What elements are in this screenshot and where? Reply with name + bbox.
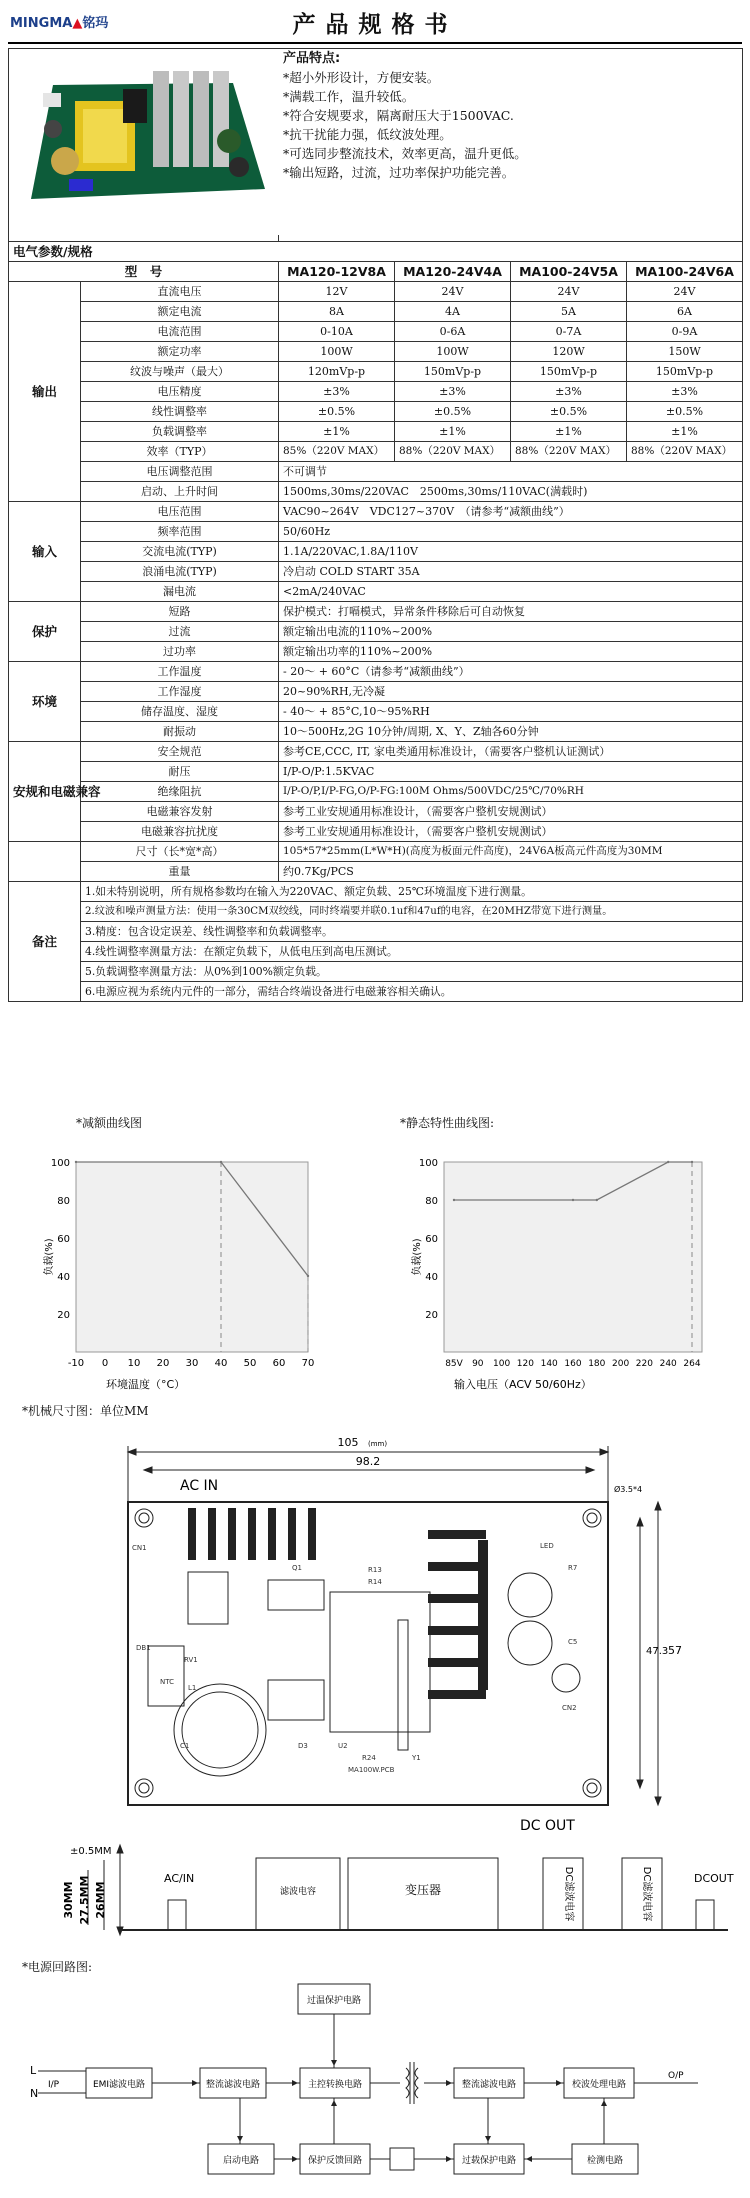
svg-text:30MM: 30MM <box>62 1881 75 1919</box>
side-tol: ±0.5MM <box>70 1846 112 1857</box>
plot-area <box>76 1162 308 1352</box>
model-label: 型 号 <box>9 262 279 282</box>
y-tick-label: 40 <box>425 1272 438 1283</box>
feature-item: *可选同步整流技术，效率更高，温升更低。 <box>283 146 527 161</box>
x-tick-label: 200 <box>612 1359 630 1369</box>
circuit-diagram <box>8 1976 742 2196</box>
svg-text:L: L <box>30 2064 37 2077</box>
svg-text:R13: R13 <box>368 1566 382 1574</box>
y-tick-label: 80 <box>57 1196 70 1207</box>
data-point <box>453 1199 455 1201</box>
plot-area <box>444 1162 702 1352</box>
svg-text:滤波电容: 滤波电容 <box>279 1887 317 1897</box>
y-tick-label: 60 <box>425 1234 438 1245</box>
x-tick-label: 0 <box>101 1358 109 1369</box>
block-overcur: 过载保护电路 <box>461 2156 517 2166</box>
dim-inner: 98.2 <box>355 1455 381 1468</box>
hole-label: Ø3.5*4 <box>614 1485 643 1494</box>
category-safety: 安规和电磁兼容 <box>9 742 81 842</box>
x-tick-label: 264 <box>683 1359 701 1369</box>
block-detect: 检测电路 <box>586 2156 624 2166</box>
derating-caption: *减额曲线图 <box>76 1116 143 1130</box>
y-axis-label: 负载(%) <box>412 1238 423 1276</box>
feature-item: *抗干扰能力强，低纹波处理。 <box>283 127 452 142</box>
data-point <box>75 1161 77 1163</box>
y-tick-label: 20 <box>57 1310 70 1321</box>
svg-text:DCOUT: DCOUT <box>694 1872 734 1885</box>
y-axis-label: 负载(%) <box>44 1238 55 1276</box>
x-tick-label: 160 <box>564 1359 582 1369</box>
svg-text:L1: L1 <box>188 1684 197 1692</box>
svg-text:27.5MM: 27.5MM <box>78 1875 91 1925</box>
svg-text:R14: R14 <box>368 1578 382 1586</box>
model-name: MA100-24V5A <box>511 262 627 282</box>
x-tick-label: 140 <box>540 1359 558 1369</box>
x-tick-label: 20 <box>156 1358 170 1369</box>
svg-text:I/P: I/P <box>48 2080 60 2090</box>
svg-text:R24: R24 <box>362 1754 376 1762</box>
feature-item: *超小外形设计，方便安装。 <box>283 70 440 85</box>
feature-item: *符合安规要求，隔离耐压大于1500VAC. <box>283 108 514 123</box>
section-title: 电气参数/规格 <box>9 242 743 262</box>
y-tick-label: 100 <box>418 1158 438 1169</box>
y-tick-label: 60 <box>57 1234 70 1245</box>
svg-text:N: N <box>30 2087 39 2100</box>
category-notes: 备注 <box>9 882 81 1002</box>
x-tick-label: 70 <box>301 1358 315 1369</box>
block-rect: 整流滤波电路 <box>205 2080 261 2090</box>
svg-text:C5: C5 <box>568 1638 578 1646</box>
block-overtemp: 过温保护电路 <box>306 1996 362 2006</box>
derating-chart <box>38 1150 338 1391</box>
x-tick-label: -10 <box>67 1358 85 1369</box>
spec-table: 产品特点: *超小外形设计，方便安装。 *满载工作，温升较低。 *符合安规要求，隔离耐压大于1500VAC. *抗干扰能力强，低纹波处理。 *可选同步整流技术，效率更高，温升更低。 *输出短路，过流，过功率保护功能完善。 电气参数/规格 型 号 MA120-12V8A MA120-24V4A MA100-24V5A MA100-24V6A 输出 直流电压 12V 24V 24V 24V 额定电流 8A 4A 5A 6A 电流范围 0-10A 0-6A 0-7A 0-9A 额定功率 100W 100W 120W 150W 纹波与噪声（最大） 120mVp-p 150mVp-p 150mVp-p 150mVp-p 电压精度 ±3% ±3% ±3% ±3% 线性调整率 ±0.5% ±0.5% ±0.5% ±0.5% 负载调整率 ±1% ±1% ±1% ±1% 效率（TYP） 85%（220V MAX） 88%（220V MAX） 88%（220V MAX） 88%（220V MAX） 电压调整范围 不可调节 启动、上升时间 1500ms,30ms/220VAC 2500ms,30ms/110VAC(满载时) 输入 电压范围 VAC90~264V VDC127~370V （请参考“减额曲线”） 频率范围 50/60Hz 交流电流(TYP) 1.1A/220VAC,1.8A/110V 浪涌电流(TYP) 冷启动 COLD START 35A 漏电流 <2mA/240VAC 保护 短路 保护模式：打嗝模式，异常条件移除后可自动恢复 过流 额定输出电流的110%~200% 过功率 额定输出功率的110%~200% 环境 工作温度 - 20～ + 60°C（请参考“减额曲线”） 工作湿度 20~90%RH,无冷凝 储存温度、湿度 - 40～ + 85°C,10～95%RH 耐振动 10～500Hz,2G 10分钟/周期, X、Y、Z轴各60分钟 安规和电磁兼容 安全规范 参考CE,CCC, IT, 家电类通用标准设计，（需要客户整机认证测试） 耐压 I/P-O/P:1.5KVAC 绝缘阻抗 I/P-O/P,I/P-FG,O/P-FG:100M Ohms/500VDC/25℃/70%RH 电磁兼容发射 参考工业安规通用标准设计，（需要客户整机安规测试） 电磁兼容抗扰度 参考工业安规通用标准设计，（需要客户整机安规测试） 尺寸（长*宽*高） 105*57*25mm(L*W*H)(高度为板面元件高度)，24V6A板高元件高度为30MM 重量 约0.7Kg/PCS 备注 1.如未特别说明，所有规格参数均在输入为220VAC、额定负载、25℃环境温度下进行测量。 2.纹波和噪声测量方法：使用一条30CM双绞线，同时终端要并联0.1uf和47uf的电容，在20MHZ带宽下进行测量。 3.精度：包含设定误差、线性调整率和负载调整率。 4.线性调整率测量方法：在额定负载下，从低电压到高电压测试。 5.负载调整率测量方法：从0%到100%额定负载。 6.电源应视为系统内元件的一部分，需结合终端设备进行电磁兼容相关确认。 <box>8 48 743 1002</box>
y-tick-label: 100 <box>50 1158 70 1169</box>
company-logo: MINGMA▲铭玛 <box>10 16 109 31</box>
feature-item: *满载工作，温升较低。 <box>283 89 415 104</box>
circuit-caption: *电源回路图: <box>22 1960 93 1974</box>
x-tick-label: 10 <box>127 1358 141 1369</box>
x-tick-label: 40 <box>214 1358 228 1369</box>
data-point <box>691 1161 693 1163</box>
svg-text:DC滤波电容: DC滤波电容 <box>641 1866 652 1922</box>
svg-text:RV1: RV1 <box>184 1656 198 1664</box>
svg-text:CN1: CN1 <box>132 1544 147 1552</box>
model-name: MA120-12V8A <box>279 262 395 282</box>
x-tick-label: 30 <box>185 1358 199 1369</box>
dim-length: 105 <box>337 1436 359 1449</box>
x-tick-label: 50 <box>243 1358 257 1369</box>
header <box>8 0 742 44</box>
document-title: 产品规格书 <box>292 12 458 38</box>
model-name: MA120-24V4A <box>395 262 511 282</box>
svg-text:26MM: 26MM <box>94 1881 107 1919</box>
block-regulator: 校波处理电路 <box>571 2080 627 2090</box>
svg-text:Q1: Q1 <box>292 1564 302 1572</box>
svg-text:(mm): (mm) <box>368 1440 388 1448</box>
data-point <box>572 1199 574 1201</box>
svg-text:U2: U2 <box>338 1742 348 1750</box>
svg-text:变压器: 变压器 <box>404 1883 442 1897</box>
block-feedback: 保护反馈回路 <box>307 2156 363 2166</box>
svg-text:R7: R7 <box>568 1564 578 1572</box>
svg-text:Y1: Y1 <box>412 1754 421 1762</box>
svg-text:AC/IN: AC/IN <box>164 1872 195 1885</box>
category-protection: 保护 <box>9 602 81 662</box>
feature-item: *输出短路，过流，过功率保护功能完善。 <box>283 165 515 180</box>
x-tick-label: 120 <box>516 1359 534 1369</box>
x-tick-label: 220 <box>635 1359 653 1369</box>
svg-text:DC滤波电容: DC滤波电容 <box>563 1866 574 1922</box>
svg-text:CN2: CN2 <box>562 1704 577 1712</box>
category-input: 输入 <box>9 502 81 602</box>
block-emi: EMI滤波电路 <box>92 2080 146 2090</box>
dim-width: 57 <box>668 1644 682 1657</box>
dc-out-label: DC OUT <box>520 1818 575 1834</box>
y-tick-label: 20 <box>425 1310 438 1321</box>
static-chart <box>406 1150 724 1391</box>
data-point <box>307 1275 309 1277</box>
x-tick-label: 180 <box>588 1359 606 1369</box>
x-tick-label: 60 <box>272 1358 286 1369</box>
x-tick-label: 85V <box>445 1359 463 1369</box>
data-point <box>667 1161 669 1163</box>
category-environment: 环境 <box>9 662 81 742</box>
svg-text:D3: D3 <box>298 1742 308 1750</box>
x-tick-label: 90 <box>472 1359 484 1369</box>
svg-text:NTC: NTC <box>160 1678 174 1686</box>
block-out-rect: 整流滤波电路 <box>461 2080 517 2090</box>
product-photo <box>9 49 279 242</box>
dim-width-inner: 47.3 <box>646 1646 669 1657</box>
x-axis-label: 环境温度（°C） <box>106 1378 186 1391</box>
svg-text:C1: C1 <box>180 1742 190 1750</box>
category-output: 输出 <box>9 282 81 502</box>
svg-text:O/P: O/P <box>668 2071 684 2081</box>
data-point <box>596 1199 598 1201</box>
mechanical-drawing <box>8 1430 742 1950</box>
svg-text:DB1: DB1 <box>136 1644 151 1652</box>
ac-in-label: AC IN <box>180 1478 219 1494</box>
block-main: 主控转换电路 <box>307 2080 363 2090</box>
x-tick-label: 240 <box>659 1359 677 1369</box>
block-startup: 启动电路 <box>222 2156 260 2166</box>
mechanical-caption: *机械尺寸图：单位MM <box>22 1404 149 1418</box>
data-point <box>220 1161 222 1163</box>
y-tick-label: 40 <box>57 1272 70 1283</box>
y-tick-label: 80 <box>425 1196 438 1207</box>
static-caption: *静态特性曲线图: <box>400 1116 495 1130</box>
svg-text:LED: LED <box>540 1542 554 1550</box>
x-tick-label: 100 <box>493 1359 511 1369</box>
x-axis-label: 输入电压（ACV 50/60Hz） <box>454 1378 592 1391</box>
model-name: MA100-24V6A <box>627 262 743 282</box>
product-features: 产品特点: *超小外形设计，方便安装。 *满载工作，温升较低。 *符合安规要求，隔离耐压大于1500VAC. *抗干扰能力强，低纹波处理。 *可选同步整流技术，效率更高，温升更低。 *输出短路，过流，过功率保护功能完善。 <box>279 49 743 242</box>
svg-text:MA100W.PCB: MA100W.PCB <box>348 1766 395 1774</box>
